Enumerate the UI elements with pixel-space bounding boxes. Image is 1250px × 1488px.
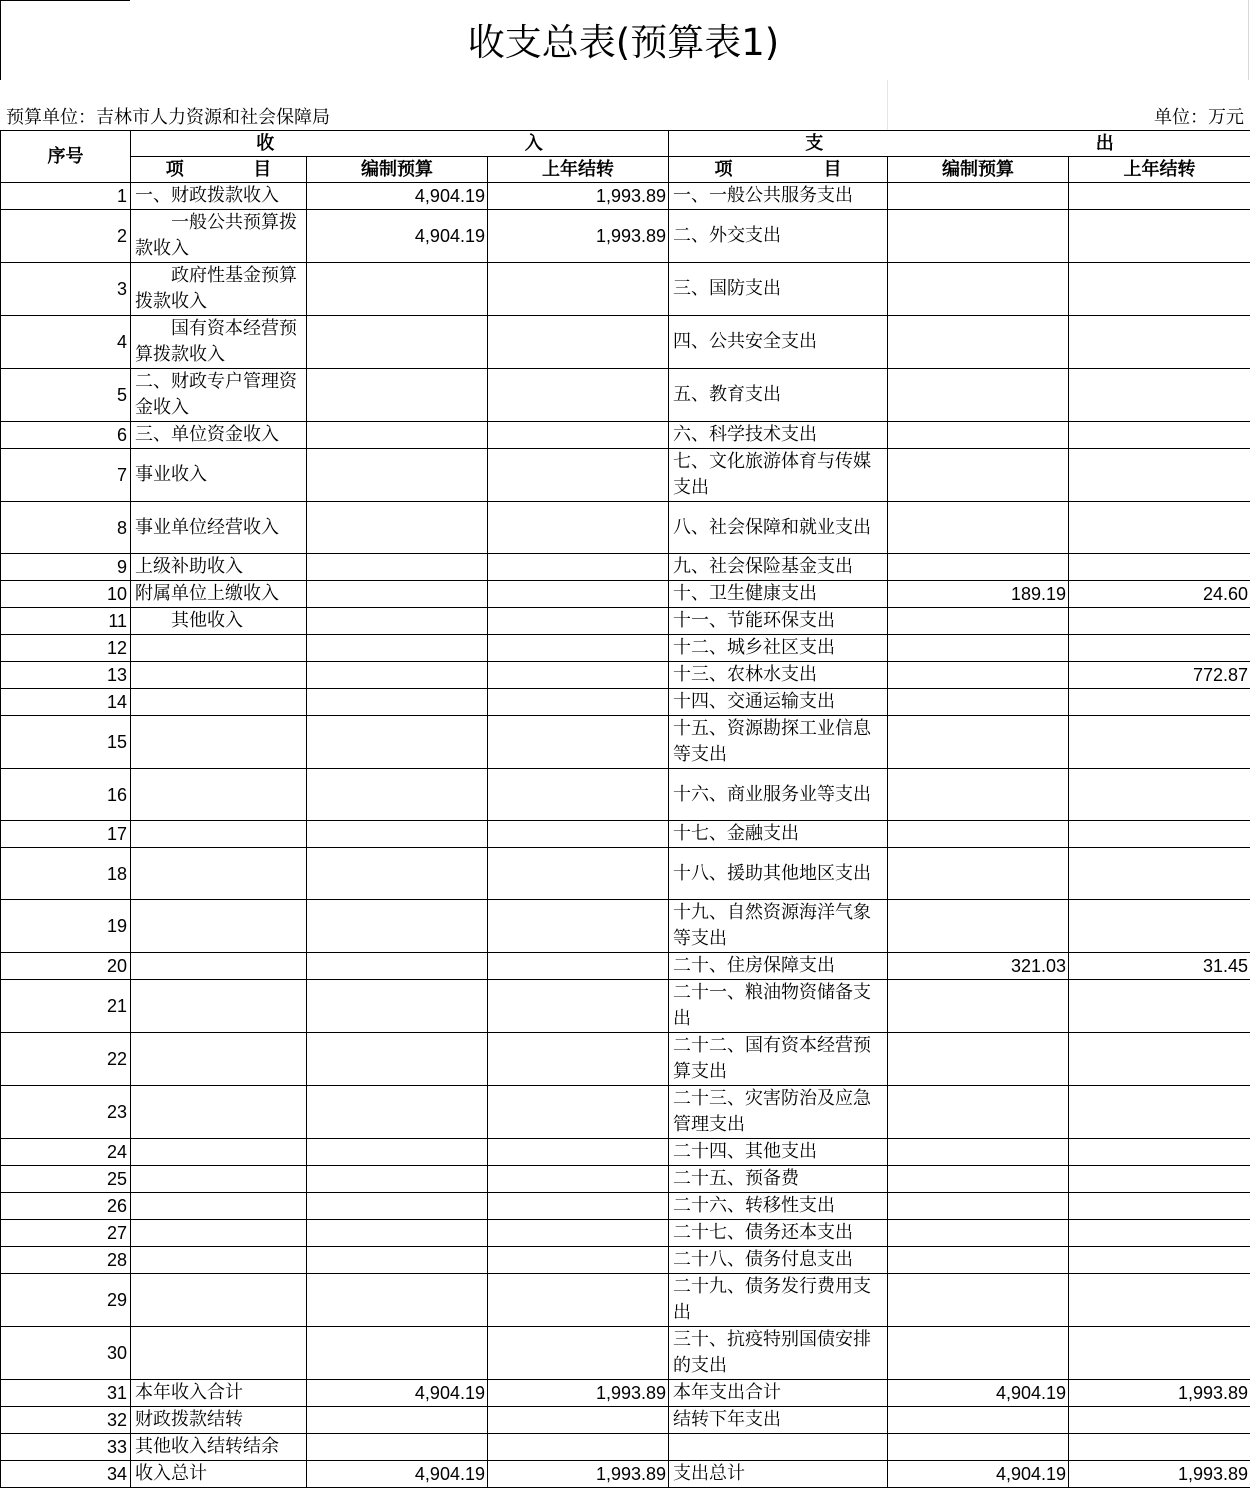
income-carryover-cell <box>488 716 669 769</box>
income-carryover-cell <box>488 1247 669 1274</box>
table-row <box>1 1274 1250 1327</box>
row-seq-cell: 23 <box>1 1086 131 1139</box>
expense-budget-cell <box>888 635 1069 662</box>
expense-budget-cell <box>888 1193 1069 1220</box>
expense-item-cell: 十四、交通运输支出 <box>669 689 888 716</box>
expense-header-char-1: 支 <box>805 132 823 156</box>
income-item-cell: 事业单位经营收入 <box>131 502 307 554</box>
income-carryover-cell <box>488 1033 669 1086</box>
income-item-cell: 其他收入结转结余 <box>131 1434 307 1461</box>
expense-budget-cell <box>888 210 1069 263</box>
income-budget-cell: 4,904.19 <box>307 210 488 263</box>
income-budget-cell <box>307 502 488 554</box>
income-carryover-cell <box>488 554 669 581</box>
expense-budget-cell <box>888 263 1069 316</box>
title-area <box>0 0 1249 80</box>
row-seq-cell: 32 <box>1 1407 131 1434</box>
expense-budget-cell <box>888 769 1069 821</box>
table-row <box>1 554 1250 581</box>
expense-carryover-cell: 1,993.89 <box>1069 1380 1250 1407</box>
income-header-char-1: 收 <box>256 132 274 156</box>
expense-item-cell: 七、文化旅游体育与传媒支出 <box>669 449 888 502</box>
income-item-cell <box>131 953 307 980</box>
income-item-cell: 其他收入 <box>131 608 307 635</box>
income-budget-cell <box>307 1327 488 1380</box>
income-item-cell: 本年收入合计 <box>131 1380 307 1407</box>
income-carryover-cell <box>488 316 669 369</box>
expense-carryover-cell <box>1069 449 1250 502</box>
income-item-cell: 财政拨款结转 <box>131 1407 307 1434</box>
expense-item-cell <box>669 1434 888 1461</box>
expense-budget-cell <box>888 1327 1069 1380</box>
page-title: 收支总表(预算表1) <box>1 18 1246 68</box>
table-row <box>1 1407 1250 1434</box>
income-item-cell <box>131 1327 307 1380</box>
expense-budget-cell: 4,904.19 <box>888 1380 1069 1407</box>
expense-carryover-cell <box>1069 635 1250 662</box>
row-seq-cell: 34 <box>1 1461 131 1488</box>
income-budget-cell <box>307 635 488 662</box>
row-seq-cell: 8 <box>1 502 131 554</box>
expense-item-cell: 一、一般公共服务支出 <box>669 183 888 210</box>
expense-carryover-cell <box>1069 1247 1250 1274</box>
income-carryover-cell <box>488 821 669 848</box>
table-row <box>1 1461 1250 1488</box>
expense-budget-cell: 4,904.19 <box>888 1461 1069 1488</box>
row-seq-cell: 22 <box>1 1033 131 1086</box>
income-item-cell <box>131 716 307 769</box>
income-carryover-cell <box>488 769 669 821</box>
expense-item-cell: 四、公共安全支出 <box>669 316 888 369</box>
income-budget-cell <box>307 1086 488 1139</box>
expense-budget-cell <box>888 554 1069 581</box>
income-budget-cell: 4,904.19 <box>307 183 488 210</box>
expense-item-cell: 六、科学技术支出 <box>669 422 888 449</box>
expense-item-cell: 二十三、灾害防治及应急管理支出 <box>669 1086 888 1139</box>
table-row <box>1 422 1250 449</box>
income-carryover-cell: 1,993.89 <box>488 210 669 263</box>
income-budget-cell <box>307 662 488 689</box>
header-row-columns <box>1 157 1250 183</box>
income-carryover-cell <box>488 1139 669 1166</box>
expense-carryover-cell <box>1069 821 1250 848</box>
expense-budget-cell <box>888 821 1069 848</box>
expense-budget-cell <box>888 1086 1069 1139</box>
income-budget-cell <box>307 953 488 980</box>
table-row <box>1 210 1250 263</box>
expense-carryover-cell <box>1069 369 1250 422</box>
expense-carryover-cell <box>1069 210 1250 263</box>
table-row <box>1 848 1250 900</box>
income-budget-cell <box>307 1139 488 1166</box>
income-item-cell: 收入总计 <box>131 1461 307 1488</box>
income-carryover-cell: 1,993.89 <box>488 183 669 210</box>
income-carryover-cell <box>488 422 669 449</box>
row-seq-cell: 33 <box>1 1434 131 1461</box>
income-carryover-cell <box>488 953 669 980</box>
expense-carryover-cell <box>1069 422 1250 449</box>
expense-header-char-2: 出 <box>1096 132 1114 156</box>
table-row <box>1 1380 1250 1407</box>
expense-item-cell: 十九、自然资源海洋气象等支出 <box>669 900 888 953</box>
expense-carryover-cell <box>1069 1166 1250 1193</box>
income-carryover-cell <box>488 1274 669 1327</box>
income-carryover-cell <box>488 581 669 608</box>
row-seq-cell: 12 <box>1 635 131 662</box>
income-item-cell: 国有资本经营预算拨款收入 <box>131 316 307 369</box>
income-header-char-2: 入 <box>525 132 543 156</box>
income-item-cell <box>131 635 307 662</box>
expense-budget-cell <box>888 1274 1069 1327</box>
table-row <box>1 581 1250 608</box>
expense-item-cell: 二十、住房保障支出 <box>669 953 888 980</box>
expense-budget-cell <box>888 662 1069 689</box>
income-carryover-cell <box>488 848 669 900</box>
income-carryover-cell <box>488 502 669 554</box>
expense-item-cell: 二十八、债务付息支出 <box>669 1247 888 1274</box>
income-carryover-cell <box>488 662 669 689</box>
income-item-cell: 附属单位上缴收入 <box>131 581 307 608</box>
income-budget-cell <box>307 769 488 821</box>
table-row <box>1 449 1250 502</box>
expense-carryover-cell <box>1069 183 1250 210</box>
income-item-cell: 上级补助收入 <box>131 554 307 581</box>
income-carryover-cell <box>488 1086 669 1139</box>
income-item-cell: 二、财政专户管理资金收入 <box>131 369 307 422</box>
row-seq-cell: 29 <box>1 1274 131 1327</box>
expense-item-cell: 二十二、国有资本经营预算支出 <box>669 1033 888 1086</box>
income-budget-cell: 4,904.19 <box>307 1380 488 1407</box>
income-item-cell <box>131 1139 307 1166</box>
expense-budget-cell <box>888 689 1069 716</box>
expense-budget-cell <box>888 1407 1069 1434</box>
expense-budget-cell <box>888 1220 1069 1247</box>
expense-budget-cell <box>888 608 1069 635</box>
row-seq-cell: 18 <box>1 848 131 900</box>
income-item-cell <box>131 848 307 900</box>
income-item-header-char-2: 目 <box>253 158 271 182</box>
expense-item-cell: 本年支出合计 <box>669 1380 888 1407</box>
table-row <box>1 1033 1250 1086</box>
expense-item-cell: 支出总计 <box>669 1461 888 1488</box>
income-item-cell <box>131 1033 307 1086</box>
income-carryover-cell <box>488 1166 669 1193</box>
row-seq-cell: 7 <box>1 449 131 502</box>
row-seq-cell: 11 <box>1 608 131 635</box>
table-row <box>1 769 1250 821</box>
income-item-cell <box>131 1193 307 1220</box>
expense-item-cell: 十八、援助其他地区支出 <box>669 848 888 900</box>
expense-carryover-cell <box>1069 1407 1250 1434</box>
expense-carryover-cell <box>1069 689 1250 716</box>
expense-carryover-cell <box>1069 1193 1250 1220</box>
income-carryover-cell: 1,993.89 <box>488 1380 669 1407</box>
table-row <box>1 1220 1250 1247</box>
income-item-header <box>131 157 307 183</box>
expense-budget-cell <box>888 502 1069 554</box>
expense-budget-cell <box>888 848 1069 900</box>
seq-header: 序号 <box>1 131 131 183</box>
table-row <box>1 316 1250 369</box>
row-seq-cell: 14 <box>1 689 131 716</box>
expense-carryover-cell: 31.45 <box>1069 953 1250 980</box>
income-carryover-cell <box>488 1434 669 1461</box>
income-carryover-cell <box>488 1193 669 1220</box>
income-carryover-header: 上年结转 <box>488 157 669 183</box>
table-row <box>1 1166 1250 1193</box>
table-row <box>1 1193 1250 1220</box>
expense-carryover-cell <box>1069 502 1250 554</box>
expense-carryover-header: 上年结转 <box>1069 157 1250 183</box>
income-budget-cell <box>307 1033 488 1086</box>
table-row <box>1 900 1250 953</box>
income-item-cell <box>131 900 307 953</box>
income-budget-cell <box>307 608 488 635</box>
row-seq-cell: 26 <box>1 1193 131 1220</box>
income-carryover-cell <box>488 1327 669 1380</box>
budget-unit-label: 预算单位：吉林市人力资源和社会保障局 <box>6 107 330 129</box>
income-budget-cell <box>307 1247 488 1274</box>
expense-budget-cell <box>888 369 1069 422</box>
income-item-cell: 事业收入 <box>131 449 307 502</box>
income-budget-cell <box>307 980 488 1033</box>
table-row <box>1 1086 1250 1139</box>
table-row <box>1 1327 1250 1380</box>
row-seq-cell: 28 <box>1 1247 131 1274</box>
table-row <box>1 953 1250 980</box>
table-row <box>1 263 1250 316</box>
table-row <box>1 1434 1250 1461</box>
income-budget-cell <box>307 554 488 581</box>
income-item-cell <box>131 769 307 821</box>
row-seq-cell: 17 <box>1 821 131 848</box>
income-carryover-cell <box>488 900 669 953</box>
income-budget-cell <box>307 449 488 502</box>
income-item-cell <box>131 689 307 716</box>
expense-budget-cell <box>888 1033 1069 1086</box>
income-budget-cell <box>307 689 488 716</box>
income-budget-cell <box>307 1193 488 1220</box>
income-carryover-cell <box>488 263 669 316</box>
expense-item-cell: 二十四、其他支出 <box>669 1139 888 1166</box>
table-row <box>1 716 1250 769</box>
expense-item-cell: 二、外交支出 <box>669 210 888 263</box>
table-row <box>1 980 1250 1033</box>
table-row <box>1 821 1250 848</box>
income-item-cell <box>131 980 307 1033</box>
header-row-group <box>1 131 1250 157</box>
income-budget-cell <box>307 848 488 900</box>
expense-carryover-cell <box>1069 554 1250 581</box>
income-item-cell <box>131 1247 307 1274</box>
expense-carryover-cell: 1,993.89 <box>1069 1461 1250 1488</box>
expense-budget-cell <box>888 716 1069 769</box>
expense-carryover-cell <box>1069 900 1250 953</box>
table-row <box>1 1139 1250 1166</box>
income-budget-cell <box>307 422 488 449</box>
income-item-cell <box>131 1220 307 1247</box>
expense-item-cell: 五、教育支出 <box>669 369 888 422</box>
expense-budget-cell: 321.03 <box>888 953 1069 980</box>
table-row <box>1 635 1250 662</box>
income-group-header <box>131 131 669 157</box>
expense-item-cell: 十、卫生健康支出 <box>669 581 888 608</box>
income-item-cell: 三、单位资金收入 <box>131 422 307 449</box>
income-budget-cell <box>307 1220 488 1247</box>
expense-item-cell: 二十七、债务还本支出 <box>669 1220 888 1247</box>
income-item-cell: 一般公共预算拨款收入 <box>131 210 307 263</box>
expense-item-cell: 二十一、粮油物资储备支出 <box>669 980 888 1033</box>
expense-item-cell: 结转下年支出 <box>669 1407 888 1434</box>
expense-item-cell: 八、社会保障和就业支出 <box>669 502 888 554</box>
income-carryover-cell <box>488 1220 669 1247</box>
income-item-cell: 一、财政拨款收入 <box>131 183 307 210</box>
table-row <box>1 1247 1250 1274</box>
expense-carryover-cell <box>1069 263 1250 316</box>
income-budget-cell: 4,904.19 <box>307 1461 488 1488</box>
table-row <box>1 608 1250 635</box>
row-seq-cell: 20 <box>1 953 131 980</box>
income-item-cell: 政府性基金预算拨款收入 <box>131 263 307 316</box>
meta-divider <box>887 80 888 130</box>
row-seq-cell: 6 <box>1 422 131 449</box>
income-item-cell <box>131 1166 307 1193</box>
expense-item-cell: 二十九、债务发行费用支出 <box>669 1274 888 1327</box>
income-budget-cell <box>307 369 488 422</box>
expense-budget-cell <box>888 1166 1069 1193</box>
income-budget-cell <box>307 581 488 608</box>
expense-budget-cell <box>888 1247 1069 1274</box>
income-carryover-cell <box>488 689 669 716</box>
expense-item-cell: 十七、金融支出 <box>669 821 888 848</box>
row-seq-cell: 21 <box>1 980 131 1033</box>
table-row <box>1 662 1250 689</box>
expense-item-cell: 九、社会保险基金支出 <box>669 554 888 581</box>
row-seq-cell: 10 <box>1 581 131 608</box>
expense-budget-cell <box>888 900 1069 953</box>
row-seq-cell: 31 <box>1 1380 131 1407</box>
expense-carryover-cell <box>1069 1274 1250 1327</box>
row-seq-cell: 19 <box>1 900 131 953</box>
expense-budget-cell <box>888 422 1069 449</box>
expense-item-cell: 二十六、转移性支出 <box>669 1193 888 1220</box>
row-seq-cell: 15 <box>1 716 131 769</box>
table-row <box>1 369 1250 422</box>
expense-budget-cell <box>888 183 1069 210</box>
expense-item-cell: 十三、农林水支出 <box>669 662 888 689</box>
expense-item-header <box>669 157 888 183</box>
expense-budget-cell: 189.19 <box>888 581 1069 608</box>
income-budget-cell <box>307 821 488 848</box>
income-carryover-cell <box>488 635 669 662</box>
expense-budget-header: 编制预算 <box>888 157 1069 183</box>
expense-carryover-cell <box>1069 608 1250 635</box>
income-budget-cell <box>307 900 488 953</box>
income-budget-cell <box>307 1274 488 1327</box>
income-budget-cell <box>307 316 488 369</box>
expense-carryover-cell <box>1069 848 1250 900</box>
expense-carryover-cell: 24.60 <box>1069 581 1250 608</box>
expense-carryover-cell <box>1069 316 1250 369</box>
income-item-header-char-1: 项 <box>166 158 184 182</box>
expense-budget-cell <box>888 1139 1069 1166</box>
expense-carryover-cell <box>1069 769 1250 821</box>
expense-item-header-char-2: 目 <box>824 158 842 182</box>
row-seq-cell: 16 <box>1 769 131 821</box>
expense-carryover-cell <box>1069 1086 1250 1139</box>
income-item-cell <box>131 662 307 689</box>
income-carryover-cell <box>488 980 669 1033</box>
income-carryover-cell <box>488 608 669 635</box>
income-item-cell <box>131 821 307 848</box>
table-row <box>1 502 1250 554</box>
expense-group-header <box>669 131 1250 157</box>
income-carryover-cell <box>488 449 669 502</box>
expense-carryover-cell <box>1069 1434 1250 1461</box>
row-seq-cell: 25 <box>1 1166 131 1193</box>
expense-carryover-cell <box>1069 1033 1250 1086</box>
expense-item-cell: 十五、资源勘探工业信息等支出 <box>669 716 888 769</box>
row-seq-cell: 9 <box>1 554 131 581</box>
expense-item-cell: 十一、节能环保支出 <box>669 608 888 635</box>
expense-carryover-cell <box>1069 1327 1250 1380</box>
income-budget-cell <box>307 716 488 769</box>
expense-budget-cell <box>888 980 1069 1033</box>
expense-carryover-cell <box>1069 716 1250 769</box>
table-row <box>1 689 1250 716</box>
income-budget-cell <box>307 1407 488 1434</box>
row-seq-cell: 30 <box>1 1327 131 1380</box>
expense-carryover-cell <box>1069 1139 1250 1166</box>
row-seq-cell: 5 <box>1 369 131 422</box>
row-seq-cell: 27 <box>1 1220 131 1247</box>
expense-budget-cell <box>888 316 1069 369</box>
expense-item-cell: 十六、商业服务业等支出 <box>669 769 888 821</box>
expense-item-cell: 二十五、预备费 <box>669 1166 888 1193</box>
expense-carryover-cell <box>1069 1220 1250 1247</box>
expense-budget-cell <box>888 1434 1069 1461</box>
expense-carryover-cell <box>1069 980 1250 1033</box>
income-carryover-cell: 1,993.89 <box>488 1461 669 1488</box>
budget-table <box>0 130 1250 1488</box>
income-item-cell <box>131 1086 307 1139</box>
income-budget-cell <box>307 263 488 316</box>
row-seq-cell: 1 <box>1 183 131 210</box>
row-seq-cell: 13 <box>1 662 131 689</box>
expense-item-cell: 十二、城乡社区支出 <box>669 635 888 662</box>
income-budget-cell <box>307 1166 488 1193</box>
expense-carryover-cell: 772.87 <box>1069 662 1250 689</box>
row-seq-cell: 24 <box>1 1139 131 1166</box>
table-row <box>1 183 1250 210</box>
income-item-cell <box>131 1274 307 1327</box>
row-seq-cell: 4 <box>1 316 131 369</box>
expense-item-cell: 三十、抗疫特别国债安排的支出 <box>669 1327 888 1380</box>
income-budget-cell <box>307 1434 488 1461</box>
expense-item-header-char-1: 项 <box>715 158 733 182</box>
expense-budget-cell <box>888 449 1069 502</box>
income-carryover-cell <box>488 369 669 422</box>
income-budget-header: 编制预算 <box>307 157 488 183</box>
currency-unit-label: 单位：万元 <box>1154 107 1244 129</box>
row-seq-cell: 2 <box>1 210 131 263</box>
income-carryover-cell <box>488 1407 669 1434</box>
row-seq-cell: 3 <box>1 263 131 316</box>
expense-item-cell: 三、国防支出 <box>669 263 888 316</box>
